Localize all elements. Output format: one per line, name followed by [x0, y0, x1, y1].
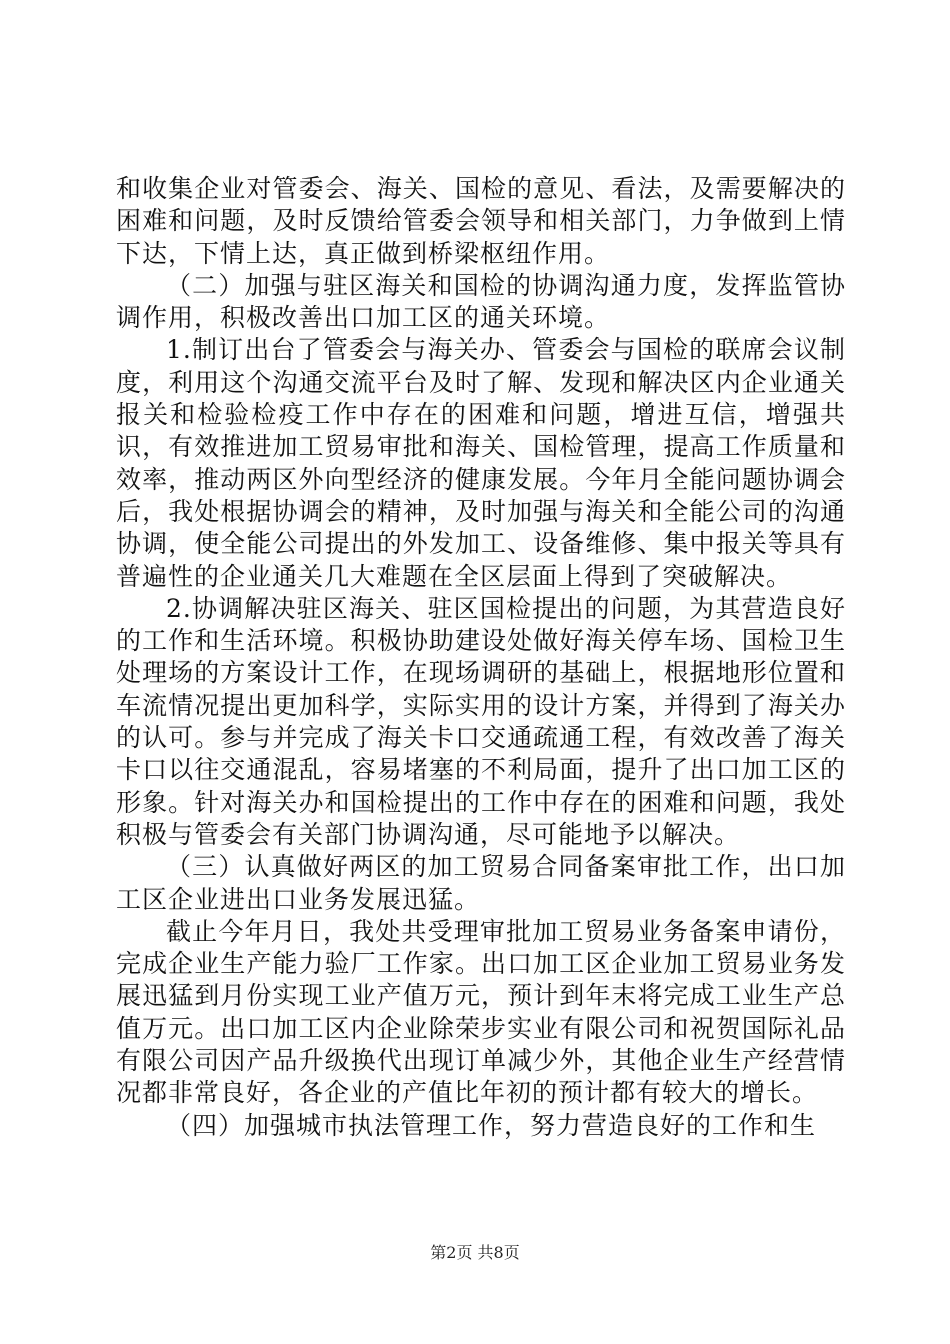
page-number: 第2页 共8页 — [430, 1243, 520, 1262]
section-heading-3: （三）认真做好两区的加工贸易合同备案审批工作，出口加工区企业进出口业务发展迅猛。 — [116, 852, 846, 914]
section-heading-2: （二）加强与驻区海关和国检的协调沟通力度，发挥监管协调作用，积极改善出口加工区的通关环境。 — [116, 270, 846, 333]
paragraph-continuation: 和收集企业对管委会、海关、国检的意见、看法，及需要解决的困难和问题，及时反馈给管委会领导和相关部门，力争做到上情下达，下情上达，真正做到桥梁枢纽作用。 — [116, 174, 846, 268]
section-heading-4: （四）加强城市执法管理工作，努力营造良好的工作和生 — [166, 1110, 817, 1140]
paragraph-item-2: 2.协调解决驻区海关、驻区国检提出的问题，为其营造良好的工作和生活环境。积极协助建设处做好海关停车场、国检卫生处理场的方案设计工作，在现场调研的基础上，根据地形位置和车流情况提出更加科学，实际实用的设计方案，并得到了海关办的认可。参与并完成了海关卡口交通疏通工程，有效改善了海关卡口以往交通混乱，容易堵塞的不利局面，提升了出口加工区的形象。针对海关办和国检提出的工作中存在的困难和问题，我处积极与管委会有关部门协调沟通，尽可能地予以解决。 — [116, 593, 846, 849]
page-footer — [0, 1240, 950, 1263]
paragraph-item-1: 1.制订出台了管委会与海关办、管委会与国检的联席会议制度，利用这个沟通交流平台及时了解、发现和解决区内企业通关报关和检验检疫工作中存在的困难和问题，增进互信，增强共识，有效推进加工贸易审批和海关、国检管理，提高工作质量和效率，推动两区外向型经济的健康发展。今年月全能问题协调会后，我处根据协调会的精神，及时加强与海关和全能公司的沟通协调，使全能公司提出的外发加工、设备维修、集中报关等具有普遍性的企业通关几大难题在全区层面上得到了突破解决。 — [116, 335, 846, 591]
document-body — [116, 173, 846, 1142]
paragraph-processing-trade: 截止今年月日，我处共受理审批加工贸易业务备案申请份，完成企业生产能力验厂工作家。出口加工区企业加工贸易业务发展迅猛到月份实现工业产值万元，预计到年末将完成工业生产总值万元。出口加工区内企业除荣步实业有限公司和祝贺国际礼品有限公司因产品升级换代出现订单减少外，其他企业生产经营情况都非常良好，各企业的产值比年初的预计都有较大的增长。 — [116, 916, 846, 1108]
